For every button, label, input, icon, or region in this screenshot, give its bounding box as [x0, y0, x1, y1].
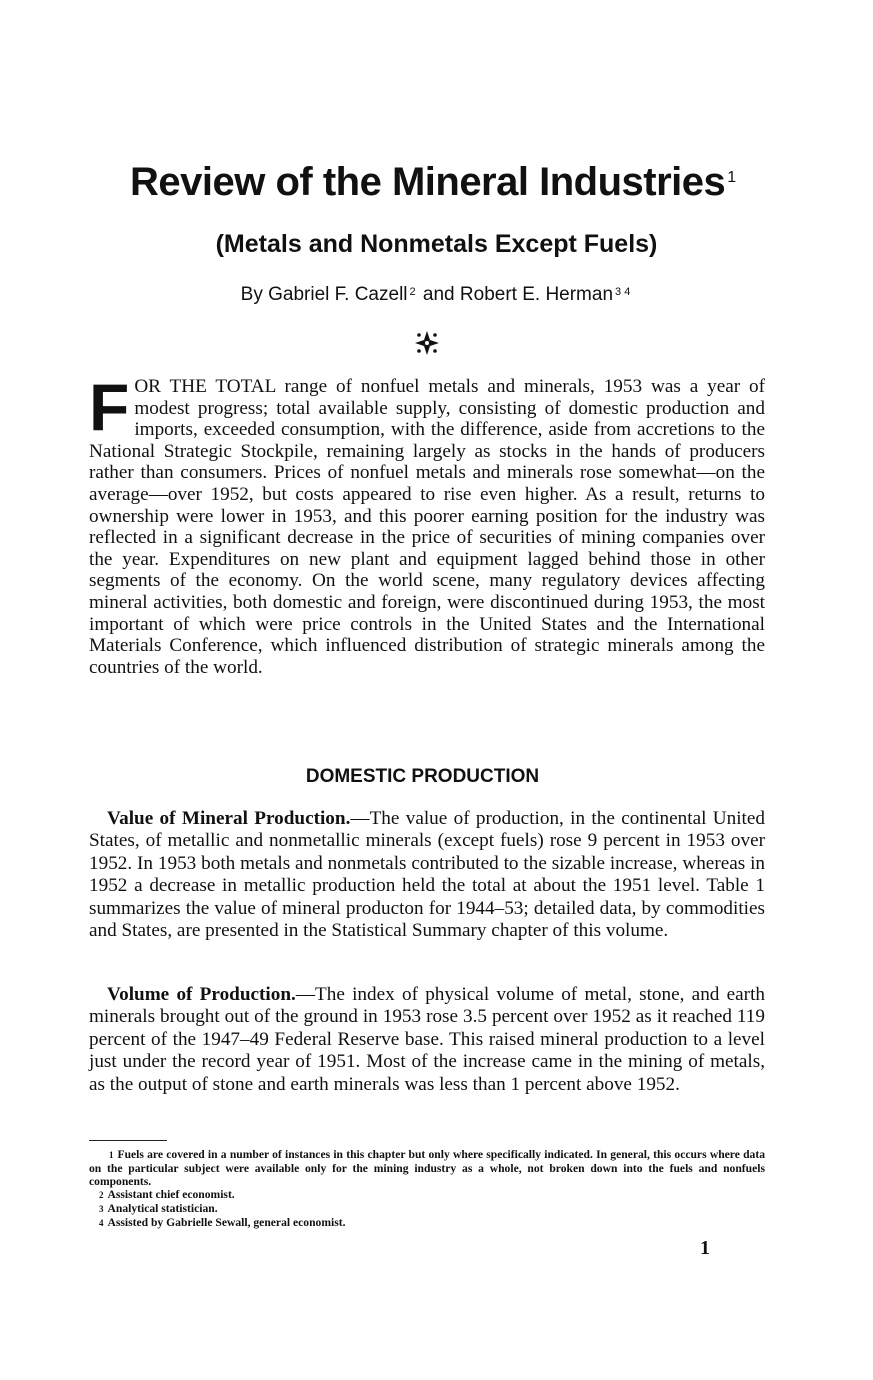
byline-prefix: By	[240, 284, 263, 305]
article-title	[130, 158, 750, 206]
paragraph-value-of-production	[89, 808, 765, 942]
paragraph-heading: Volume of Production.	[107, 984, 296, 1005]
footnote-item	[89, 1216, 765, 1230]
paragraph-volume-of-production	[89, 984, 765, 1096]
footnote-number: 4	[99, 1218, 104, 1228]
footnote-item	[89, 1148, 765, 1188]
footnote-item	[89, 1202, 765, 1216]
lead-paragraph-text: OR THE TOTAL range of nonfuel metals and minerals, 1953 was a year of modest progress; total available supply, consisting of domestic production and imports, exceeded consumption, with the difference, aside from accretions to the National Strategic Stockpile, remaining largely as stocks in the hands of producers rather than consumers. Prices of nonfuel metals and minerals rose somewhat—on the average—over 1952, but costs appeared to rise even higher. As a result, returns to ownership were lower in 1953, and this poorer earning position for the industry was reflected in a significant decrease in the price of securities of mining companies over the year. Expenditures on new plant and equipment lagged behind those in other segments of the economy. On the world scene, many regulatory devices affecting mineral activities, both domestic and foreign, were discontinued during 1953, the most important of which were price controls in the United States and the International Materials Conference, which influenced distribution of strategic minerals among the countries of the world.	[89, 376, 765, 678]
article-subtitle: (Metals and Nonmetals Except Fuels)	[215, 230, 658, 258]
footnote-rule	[89, 1140, 167, 1141]
footnote-number: 3	[99, 1204, 104, 1214]
lead-paragraph	[89, 370, 765, 678]
footnote-number: 2	[99, 1190, 104, 1200]
author-2-note: 3 4	[615, 286, 631, 298]
paragraph-heading: Value of Mineral Production.	[107, 808, 351, 829]
byline	[0, 282, 873, 308]
author-1-note: 2	[409, 286, 416, 298]
footnote-text: Analytical statistician.	[107, 1202, 218, 1215]
page-number: 1	[700, 1237, 710, 1259]
paragraph-text: —The value of production, in the continental United States, of metallic and nonmetallic minerals (except fuels) rose 9 percent in 1953 over 1952. In 1953 both metals and nonmetals contributed to the sizable increase, whereas in 1952 a decrease in metallic production held the total at about the 1951 level. Table 1 summarizes the value of mineral producton for 1944–53; detailed data, by commodities and States, are presented in the Statistical Summary chapter of this volume.	[89, 808, 765, 942]
footnote-number: 1	[109, 1150, 114, 1160]
footnotes	[89, 1148, 765, 1230]
title-footnote-marker: 1	[727, 169, 736, 186]
byline-joiner: and	[422, 284, 455, 305]
author-1: Gabriel F. Cazell	[268, 284, 408, 305]
author-2: Robert E. Herman	[459, 284, 614, 305]
footnote-item	[89, 1188, 765, 1202]
drop-cap: F	[89, 370, 130, 444]
ornament-icon	[414, 330, 440, 356]
footnote-text: Fuels are covered in a number of instances in this chapter but only where specifically indicated. In general, this occurs where data on the particular subject were available only for the mining industry as a whole, not broken down into the fuels and nonfuels components.	[89, 1148, 765, 1188]
footnote-text: Assisted by Gabrielle Sewall, general economist.	[107, 1216, 346, 1229]
footnote-text: Assistant chief economist.	[107, 1188, 235, 1201]
paragraph-text: —The index of physical volume of metal, stone, and earth minerals brought out of the ground in 1953 rose 3.5 percent over 1952 as it reached 119 percent of the 1947–49 Federal Reserve base. This raised mineral production to a level just under the record year of 1951. Most of the increase came in the mining of metals, as the output of stone and earth minerals was less than 1 percent above 1952.	[89, 984, 765, 1095]
section-heading: DOMESTIC PRODUCTION	[305, 766, 540, 787]
article-title-text: Review of the Mineral Industries	[130, 160, 726, 204]
